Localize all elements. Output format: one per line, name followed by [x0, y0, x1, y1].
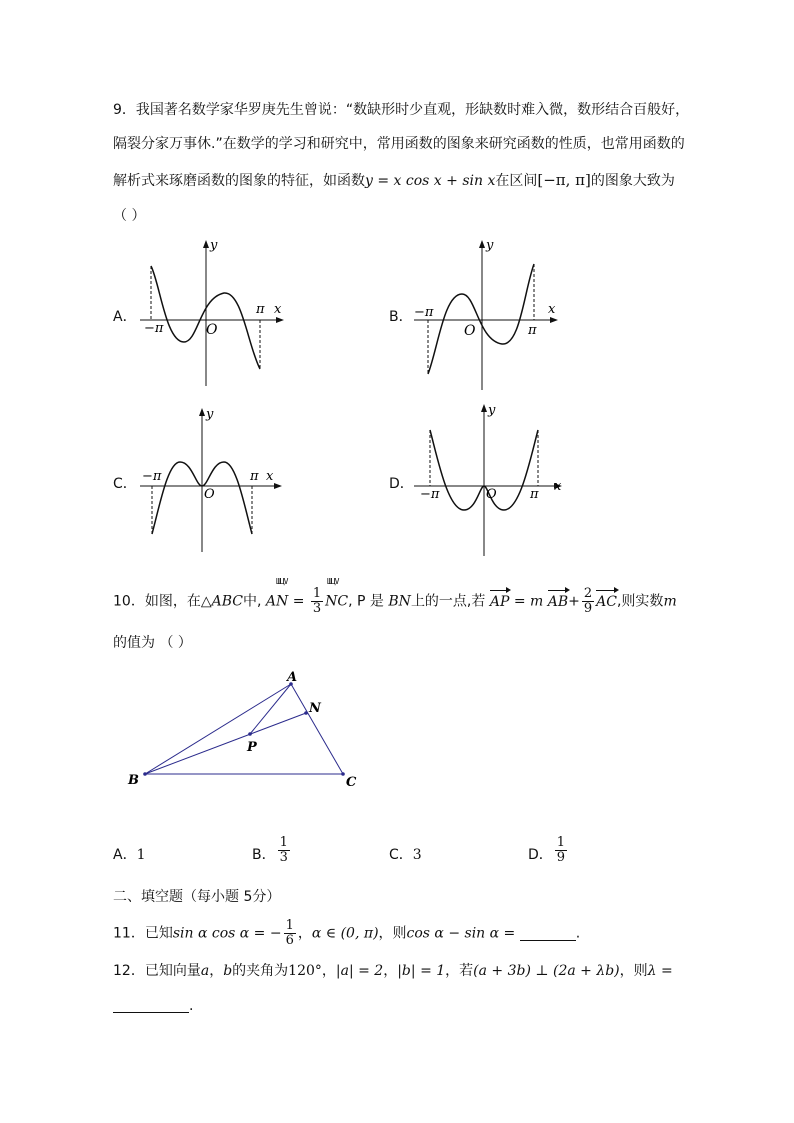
pi-label: π [528, 323, 537, 338]
q9-function: y = x cos x + sin x [365, 173, 496, 189]
neg-pi-label: −π [420, 487, 440, 502]
y-axis-arrow-icon [481, 404, 487, 412]
q10-line2: 的值为 （ ） [113, 635, 192, 651]
y-axis-arrow-icon [199, 408, 205, 416]
q9-line3 [113, 170, 675, 191]
point-c-dot [341, 772, 345, 776]
pi-label: π [256, 302, 265, 317]
x-axis-arrow-icon [550, 317, 558, 323]
origin-label: O [464, 323, 476, 339]
q10-prefix: 10．如图，在△ [113, 593, 212, 610]
function-curve [428, 264, 534, 374]
x-axis-arrow-icon [274, 483, 282, 489]
x-axis-label: x [266, 469, 274, 484]
q11-fraction: $\frac{1}{6}$ [285, 918, 294, 948]
q10-vector-nc: NC [325, 593, 349, 610]
point-n-label: N [309, 701, 321, 716]
q12-end: . [189, 998, 194, 1014]
choice-c-value: 3 [412, 847, 422, 863]
q10-eq-m: = m [509, 593, 544, 610]
pi-label: π [250, 469, 259, 484]
q11-end: . [575, 925, 581, 942]
q12-mid3: ，若 [445, 963, 474, 979]
q10-line1: 10．如图，在△ABC中, AN = $\frac{1}{3}$ NC, P 是 BN上的一点,若 AP = m AB+ $\frac{2}{9}$ AC,则实数m [113, 586, 677, 616]
q10-vector-ap: AP [489, 593, 510, 610]
q12-mid2: ， [321, 963, 336, 979]
q10-variable-m: m [663, 593, 677, 610]
neg-pi-label: −π [414, 305, 434, 320]
q11-comma: ， [297, 925, 312, 942]
q9-answer-paren: （ ） [113, 208, 146, 224]
q9-option-c-label[interactable]: C． [113, 476, 137, 492]
q12-mid4: ，则 [619, 963, 648, 979]
q9-graph-a[interactable] [138, 236, 288, 388]
q10-choice-b[interactable] [252, 834, 292, 865]
q12-line2 [113, 996, 193, 1016]
origin-label: O [204, 487, 215, 502]
q11-mid: ，则 [378, 925, 407, 942]
q9-line3-pre: 解析式来琢磨函数的图象的特征，如函数 [113, 173, 365, 189]
q10-choice-c[interactable] [389, 845, 422, 865]
neg-pi-label: −π [144, 321, 164, 336]
choice-a-label: A． [113, 847, 137, 863]
q10-fraction-two-ninths: $\frac{2}{9}$ [583, 586, 593, 616]
segment-ac [291, 684, 343, 774]
x-axis-label: x [554, 479, 562, 494]
point-n-dot [304, 711, 308, 715]
q10-mid2: , P 是 [348, 593, 384, 610]
choice-a-value: 1 [136, 847, 146, 863]
q10-mid3: 上的一点,若 [410, 593, 486, 610]
choice-c-label: C． [389, 847, 413, 863]
q11-expr-target: cos α − sin α = [406, 925, 516, 942]
q9-interval: [−π, π] [537, 171, 591, 189]
y-axis-arrow-icon [203, 240, 209, 248]
q12-vector-b: b [223, 963, 233, 979]
origin-label: O [486, 487, 497, 502]
segment-bn [145, 713, 306, 774]
q9-option-a-label[interactable]: A． [113, 309, 137, 325]
q10-fraction-one-third: $\frac{1}{3}$ [312, 586, 322, 616]
q9-line3-post: 的图象大致为 [590, 173, 675, 189]
segment-ba [145, 684, 291, 774]
q12-norm-b: |b| = 1 [397, 963, 446, 979]
q11-expr-sin-cos: sin α cos α = − [172, 925, 282, 942]
x-axis-label: x [548, 302, 556, 317]
q12-line [113, 961, 673, 981]
q10-artifact-nc: ШЦV [327, 577, 339, 586]
q12-mid2b: ， [383, 963, 398, 979]
y-axis-label: y [206, 407, 214, 422]
neg-pi-label: −π [142, 469, 162, 484]
y-axis-label: y [210, 238, 218, 253]
q10-vector-an: AN [265, 593, 289, 610]
q10-vector-ab: AB [547, 593, 569, 610]
q12-mid1: 的夹角为 [232, 963, 289, 979]
y-axis-arrow-icon [479, 240, 485, 248]
q12-sep: ， [209, 963, 224, 979]
choice-b-label: B． [252, 847, 276, 863]
q11-line [113, 919, 580, 948]
q10-segment-bn: BN [388, 593, 411, 610]
origin-label: O [206, 322, 218, 338]
choice-b-fraction: $\frac{1}{3}$ [279, 834, 288, 865]
q9-graph-b[interactable] [412, 236, 562, 392]
y-axis-label: y [488, 403, 496, 418]
q9-line3-mid: 在区间 [495, 173, 538, 189]
q12-vector-a: a [200, 963, 210, 979]
q12-lambda: λ = [647, 963, 673, 979]
point-c-label: C [346, 775, 357, 790]
q11-expr-domain: α ∈ (0, π) [311, 925, 379, 942]
q10-choice-a[interactable] [113, 845, 146, 865]
q9-option-d-label[interactable]: D． [389, 476, 414, 492]
q10-choice-d[interactable] [528, 834, 569, 865]
q9-line1: 9．我国著名数学家华罗庚先生曾说：“数缺形时少直观，形缺数时难入微，数形结合百般好， [113, 102, 690, 118]
q11-prefix: 11．已知 [113, 925, 173, 942]
q9-option-b-label[interactable]: B． [389, 309, 413, 325]
q10-artifact-an: ШЦV [276, 577, 288, 586]
q12-perp-condition: (a + 3b) ⊥ (2a + λb) [473, 963, 620, 979]
q10-mid1: 中, [242, 593, 262, 610]
q10-vector-ac: AC [596, 593, 617, 610]
y-axis-label: y [486, 238, 494, 253]
q9-graph-c[interactable] [138, 404, 288, 554]
q10-mid4: ,则实数 [616, 593, 664, 610]
q12-answer-blank[interactable] [113, 1012, 189, 1013]
q10-triangle: ABC [211, 593, 243, 610]
choice-d-label: D． [528, 847, 553, 863]
point-b-label: B [128, 773, 139, 788]
q9-line2: 隔裂分家万事休.”在数学的学习和研究中，常用函数的图象来研究函数的性质，也常用函数的 [113, 136, 685, 152]
x-axis-label: x [274, 302, 282, 317]
point-a-label: A [287, 670, 298, 685]
q12-norm-a: |a| = 2 [335, 963, 384, 979]
q10-triangle-figure [120, 664, 370, 794]
q11-answer-blank[interactable] [520, 940, 576, 941]
point-b-dot [143, 772, 147, 776]
section-title: 二、填空题（每小题 5分） [113, 889, 281, 905]
q9-graph-d[interactable] [412, 400, 568, 558]
q12-angle: 120° [288, 963, 322, 979]
q12-prefix: 12．已知向量 [113, 963, 201, 979]
point-p-dot [248, 732, 252, 736]
point-p-label: P [247, 740, 257, 755]
x-axis-arrow-icon [276, 317, 284, 323]
pi-label: π [530, 487, 539, 502]
choice-d-fraction: $\frac{1}{9}$ [556, 834, 566, 865]
